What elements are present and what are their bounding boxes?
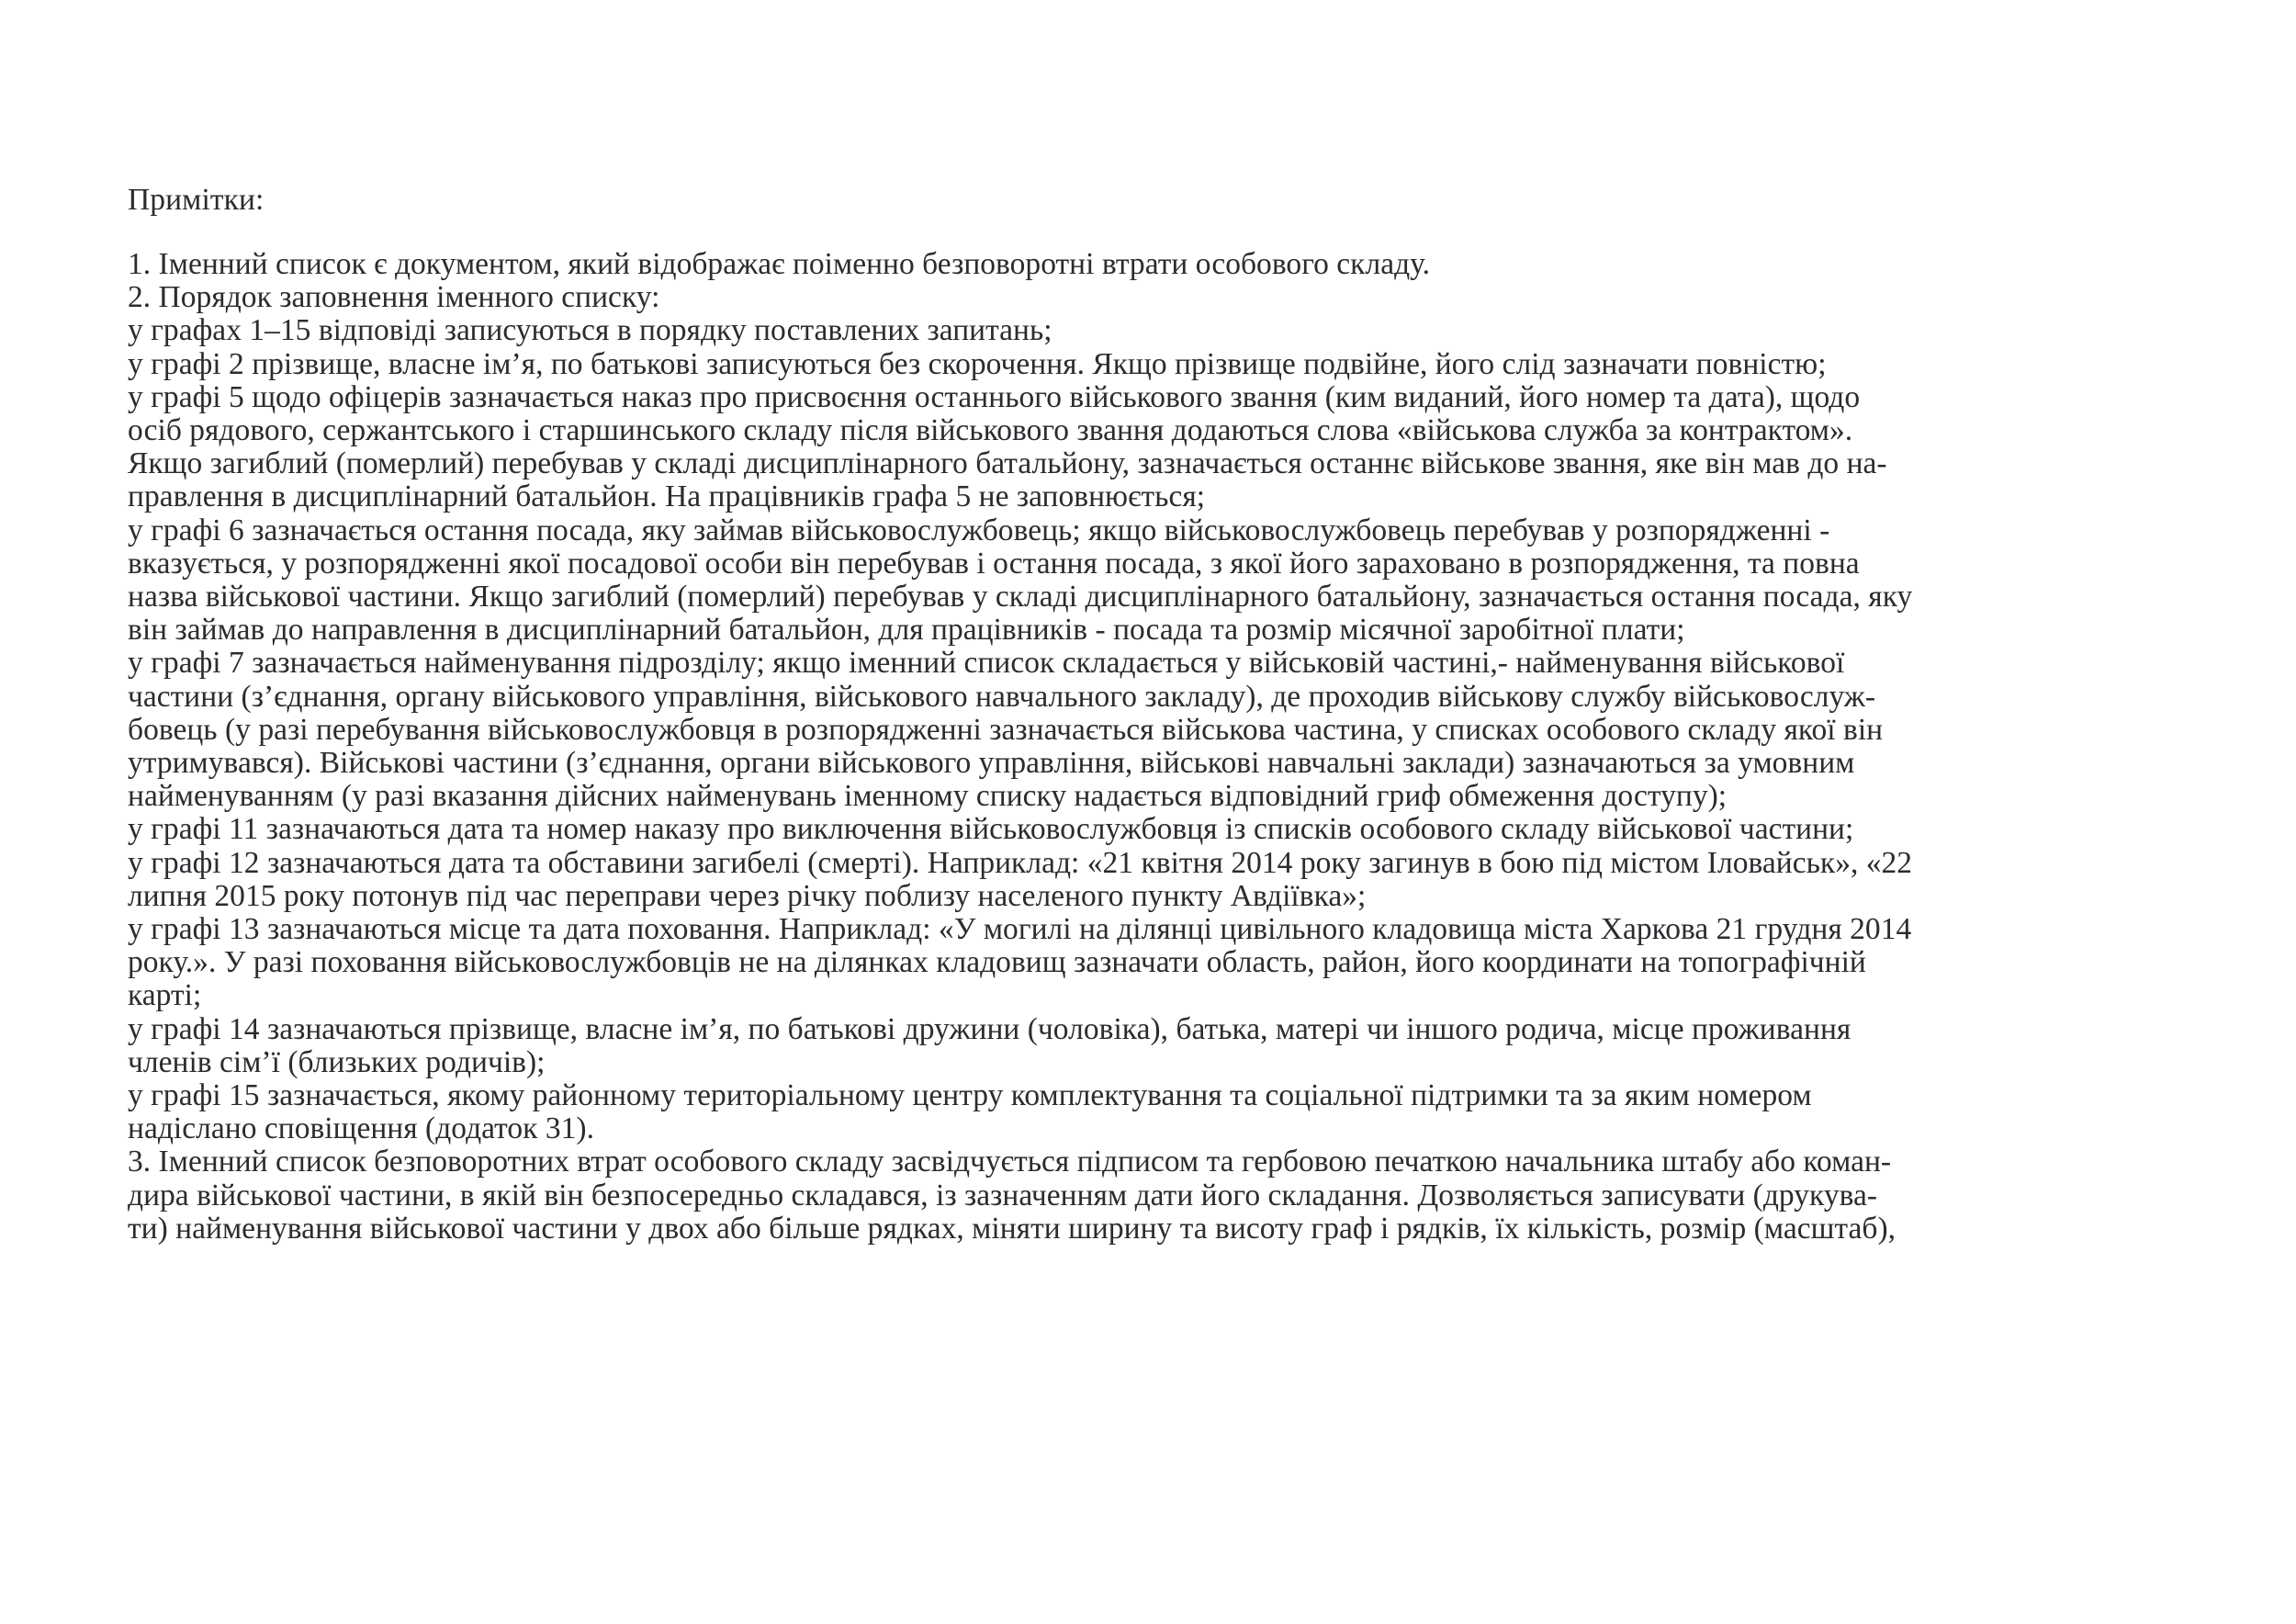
notes-line: у графі 7 зазначається найменування підрозділу; якщо іменний список складається у військовій частині,- найменування військової	[128, 646, 1845, 681]
notes-line: осіб рядового, сержантського і старшинського складу після військового звання додаються слова «військова служба за контрактом».	[128, 413, 1853, 448]
notes-line: у графах 1–15 відповіді записуються в порядку поставлених запитань;	[128, 313, 1052, 348]
notes-line: у графі 2 прізвище, власне ім’я, по батькові записуються без скорочення. Якщо прізвище подвійне, його слід зазначати повністю;	[128, 346, 1827, 381]
notes-line: у графі 15 зазначається, якому районному територіальному центру комплектування та соціальної підтримки та за яким номером	[128, 1078, 1812, 1113]
notes-line: членів сім’ї (близьких родичів);	[128, 1044, 546, 1079]
notes-line: 2. Порядок заповнення іменного списку:	[128, 280, 660, 315]
notes-line: у графі 11 зазначаються дата та номер наказу про виключення військовослужбовця із списків особового складу військової частини;	[128, 812, 1854, 847]
notes-line: року.». У разі поховання військовослужбовців не на ділянках кладовищ зазначати область, район, його координати на топографічній	[128, 945, 1866, 980]
notes-line: найменуванням (у разі вказання дійсних найменувань іменному списку надається відповідний гриф обмеження доступу);	[128, 779, 1728, 814]
notes-line: вказується, у розпорядженні якої посадової особи він перебував і остання посада, з якої його зараховано в розпорядження, та повна	[128, 546, 1860, 581]
notes-line: Якщо загиблий (померлий) перебував у складі дисциплінарного батальйону, зазначається останнє військове звання, яке він мав до на-	[128, 446, 1887, 481]
notes-line: частини (з’єднання, органу військового управління, військового навчального закладу), де проходив військову службу військовослуж-	[128, 679, 1876, 714]
notes-line: 3. Іменний список безповоротних втрат особового складу засвідчується підписом та гербовою печаткою начальника штабу або коман-	[128, 1145, 1892, 1179]
heading-spacer	[128, 220, 2130, 248]
notes-line: правлення в дисциплінарний батальйон. На працівників графа 5 не заповнюється;	[128, 479, 1206, 514]
notes-line: назва військової частини. Якщо загиблий (померлий) перебував у складі дисциплінарного батальйону, зазначається остання посада, яку	[128, 580, 1913, 615]
notes-heading: Примітки:	[128, 183, 264, 217]
notes-line: утримувався). Військові частини (з’єднання, органи військового управління, військові навчальні заклади) зазначаються за умовним	[128, 746, 1855, 781]
notes-line: у графі 13 зазначаються місце та дата поховання. Наприклад: «У могилі на ділянці цивільного кладовища міста Харкова 21 грудня 2014	[128, 912, 1912, 947]
notes-line: у графі 14 зазначаються прізвище, власне ім’я, по батькові дружини (чоловіка), батька, матері чи іншого родича, місце проживання	[128, 1011, 1851, 1046]
notes-line-list	[128, 248, 2130, 1246]
notes-line: карті;	[128, 978, 202, 1013]
document-text-body	[128, 180, 2130, 1246]
notes-line: дира військової частини, в якій він безпосередньо складався, із зазначенням дати його складання. Дозволяється записувати (друкува-	[128, 1178, 1878, 1212]
notes-line: липня 2015 року потонув під час переправи через річку поблизу населеного пункту Авдіївка»;	[128, 878, 1367, 913]
notes-line: 1. Іменний список є документом, який відображає поіменно безповоротні втрати особового складу.	[128, 247, 1430, 281]
notes-line: він займав до направлення в дисциплінарний батальйон, для працівників - посада та розмір місячної заробітної плати;	[128, 613, 1685, 648]
notes-line: бовець (у разі перебування військовослужбовця в розпорядженні зазначається військова частина, у списках особового складу якої він	[128, 712, 1884, 747]
notes-line: у графі 6 зазначається остання посада, яку займав військовослужбовець; якщо військовослужбовець перебував у розпорядженні -	[128, 513, 1830, 547]
notes-line: надіслано сповіщення (додаток 31).	[128, 1111, 594, 1146]
notes-line: у графі 5 щодо офіцерів зазначається наказ про присвоєння останнього військового звання (ким виданий, його номер та дата), щодо	[128, 379, 1861, 414]
notes-line: у графі 12 зазначаються дата та обставини загибелі (смерті). Наприклад: «21 квітня 2014 року загинув в бою під містом Іловайськ», «22	[128, 845, 1913, 880]
notes-line: ти) найменування військової частини у двох або більше рядках, міняти ширину та висоту граф і рядків, їх кількість, розмір (масштаб),	[128, 1211, 1896, 1246]
